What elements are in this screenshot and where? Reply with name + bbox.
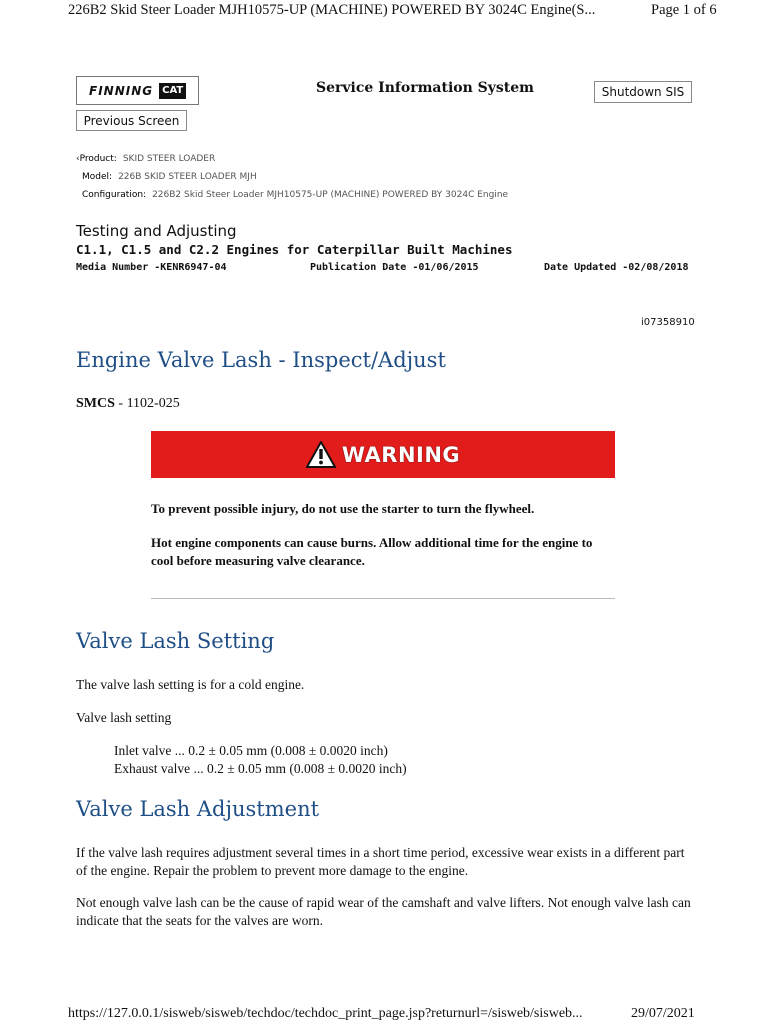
configuration-label: Configuration: bbox=[82, 190, 147, 200]
smcs-label: SMCS bbox=[76, 396, 115, 411]
warning-text-2: Hot engine components can cause burns. Allow additional time for the engine to cool before measuring valve clearance. bbox=[151, 535, 593, 568]
heading-valve-lash-adjustment: Valve Lash Adjustment bbox=[76, 797, 320, 821]
configuration-value: 226B2 Skid Steer Loader MJH10575-UP (MACHINE) POWERED BY 3024C Engine bbox=[152, 190, 509, 200]
configuration-row bbox=[82, 190, 508, 200]
document-subtitle: C1.1, C1.5 and C2.2 Engines for Caterpillar Built Machines bbox=[76, 242, 513, 257]
adjustment-paragraph-1: If the valve lash requires adjustment several times in a short time period, excessive wear exists in a different part of the engine. Repair the problem to prevent more damage to the engine. bbox=[76, 845, 685, 878]
media-number: Media Number -KENR6947-04 bbox=[76, 262, 227, 273]
footer-url: https://127.0.0.1/sisweb/sisweb/techdoc/techdoc_print_page.jsp?returnurl=/sisweb/sisweb... bbox=[68, 1006, 583, 1021]
previous-screen-button[interactable]: Previous Screen bbox=[76, 110, 187, 131]
page-title: Engine Valve Lash - Inspect/Adjust bbox=[76, 348, 446, 372]
warning-banner bbox=[151, 431, 615, 478]
product-row bbox=[76, 154, 215, 164]
adjustment-paragraph-2: Not enough valve lash can be the cause of rapid wear of the camshaft and valve lifters. Not enough valve lash can indicate that the seats for the valves are worn. bbox=[76, 895, 691, 928]
logo-finning-text: FINNING bbox=[89, 83, 154, 98]
model-value: 226B SKID STEER LOADER MJH bbox=[118, 172, 257, 182]
warning-text-1: To prevent possible injury, do not use the starter to turn the flywheel. bbox=[151, 501, 535, 516]
finning-cat-logo bbox=[76, 76, 199, 105]
setting-paragraph-1: The valve lash setting is for a cold engine. bbox=[76, 677, 305, 692]
divider bbox=[151, 598, 615, 599]
footer-date: 29/07/2021 bbox=[631, 1006, 695, 1021]
shutdown-sis-button[interactable]: Shutdown SIS bbox=[594, 81, 692, 103]
product-value: SKID STEER LOADER bbox=[122, 154, 216, 164]
warning-label: WARNING bbox=[341, 442, 461, 467]
print-header-title: 226B2 Skid Steer Loader MJH10575-UP (MACHINE) POWERED BY 3024C Engine(S... bbox=[68, 2, 596, 18]
date-updated: Date Updated -02/08/2018 bbox=[544, 262, 689, 273]
smcs-value: - 1102-025 bbox=[114, 396, 180, 411]
section-heading: Testing and Adjusting bbox=[76, 222, 237, 240]
publication-date: Publication Date -01/06/2015 bbox=[310, 262, 479, 273]
exhaust-valve-spec: Exhaust valve ... 0.2 ± 0.05 mm (0.008 ± 0.0020 inch) bbox=[114, 761, 407, 776]
setting-paragraph-2: Valve lash setting bbox=[76, 710, 172, 725]
model-label: Model: bbox=[82, 172, 113, 182]
smcs-code bbox=[76, 396, 180, 412]
reference-id: i07358910 bbox=[641, 317, 695, 328]
back-arrow-icon[interactable]: ‹ bbox=[76, 154, 80, 164]
heading-valve-lash-setting: Valve Lash Setting bbox=[76, 629, 275, 653]
print-header-page: Page 1 of 6 bbox=[651, 2, 717, 18]
sis-title: Service Information System bbox=[316, 80, 534, 96]
warning-triangle-icon bbox=[306, 441, 336, 468]
product-label: Product: bbox=[79, 154, 117, 164]
logo-cat-badge: CAT bbox=[159, 83, 186, 99]
model-row bbox=[82, 172, 257, 182]
inlet-valve-spec: Inlet valve ... 0.2 ± 0.05 mm (0.008 ± 0.0020 inch) bbox=[114, 743, 388, 758]
